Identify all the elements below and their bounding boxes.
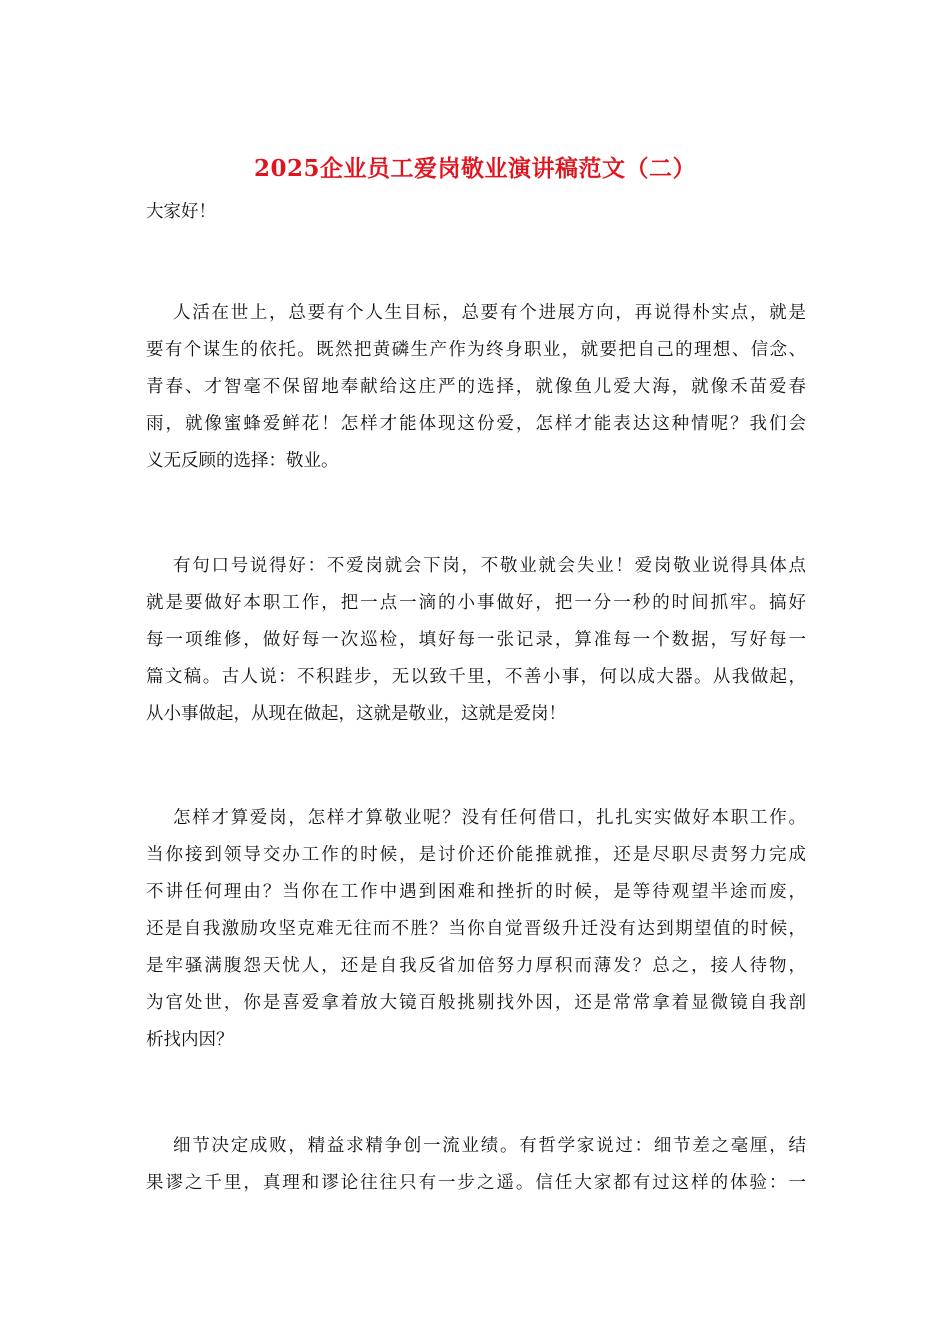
paragraph-line: 要有个谋生的依托。既然把黄磷生产作为终身职业，就要把自己的理想、信念、 [146, 340, 806, 360]
paragraph-line: 怎样才算爱岗，怎样才算敬业呢？没有任何借口，扎扎实实做好本职工作。 [173, 808, 806, 828]
paragraph-line: 是牢骚满腹怨天忧人，还是自我反省加倍努力厚积而薄发？总之，接人待物， [146, 956, 806, 976]
paragraph-4 [146, 1128, 806, 1202]
paragraph-line: 析找内因？ [146, 1030, 234, 1050]
document-title: 2025企业员工爱岗敬业演讲稿范文（二） [253, 155, 696, 182]
paragraph-2 [146, 548, 806, 733]
paragraph-3 [146, 800, 806, 1059]
paragraph-line: 细节决定成败，精益求精争创一流业绩。有哲学家说过：细节差之毫厘，结 [173, 1136, 806, 1156]
paragraph-line: 青春、才智毫不保留地奉献给这庄严的选择，就像鱼儿爱大海，就像禾苗爱春 [146, 377, 806, 397]
paragraph-line: 为官处世，你是喜爱拿着放大镜百般挑剔找外因，还是常常拿着显微镜自我剖 [146, 993, 806, 1013]
paragraph-line: 就是要做好本职工作，把一点一滴的小事做好，把一分一秒的时间抓牢。搞好 [146, 593, 806, 613]
paragraph-line: 当你接到领导交办工作的时候，是讨价还价能推就推，还是尽职尽责努力完成 [146, 845, 806, 865]
paragraph-line: 果谬之千里，真理和谬论往往只有一步之遥。信任大家都有过这样的体验：一 [146, 1173, 806, 1193]
paragraph-line: 雨，就像蜜蜂爱鲜花！怎样才能体现这份爱，怎样才能表达这种情呢？我们会 [146, 414, 806, 434]
greeting-text: 大家好！ [146, 202, 216, 222]
paragraph-line: 每一项维修，做好每一次巡检，填好每一张记录，算准每一个数据，写好每一 [146, 630, 806, 650]
paragraph-line: 义无反顾的选择：敬业。 [146, 451, 339, 471]
paragraph-line: 不讲任何理由？当你在工作中遇到困难和挫折的时候，是等待观望半途而废， [146, 882, 806, 902]
paragraph-line: 篇文稿。古人说：不积跬步，无以致千里，不善小事，何以成大器。从我做起， [146, 667, 806, 687]
paragraph-line: 还是自我激励攻坚克难无往而不胜？当你自觉晋级升迁没有达到期望值的时候， [146, 919, 806, 939]
paragraph-line: 从小事做起，从现在做起，这就是敬业，这就是爱岗！ [146, 704, 566, 724]
paragraph-line: 人活在世上，总要有个人生目标，总要有个进展方向，再说得朴实点，就是 [173, 303, 806, 323]
paragraph-line: 有句口号说得好：不爱岗就会下岗，不敬业就会失业！爱岗敬业说得具体点 [173, 556, 806, 576]
paragraph-1 [146, 295, 806, 480]
